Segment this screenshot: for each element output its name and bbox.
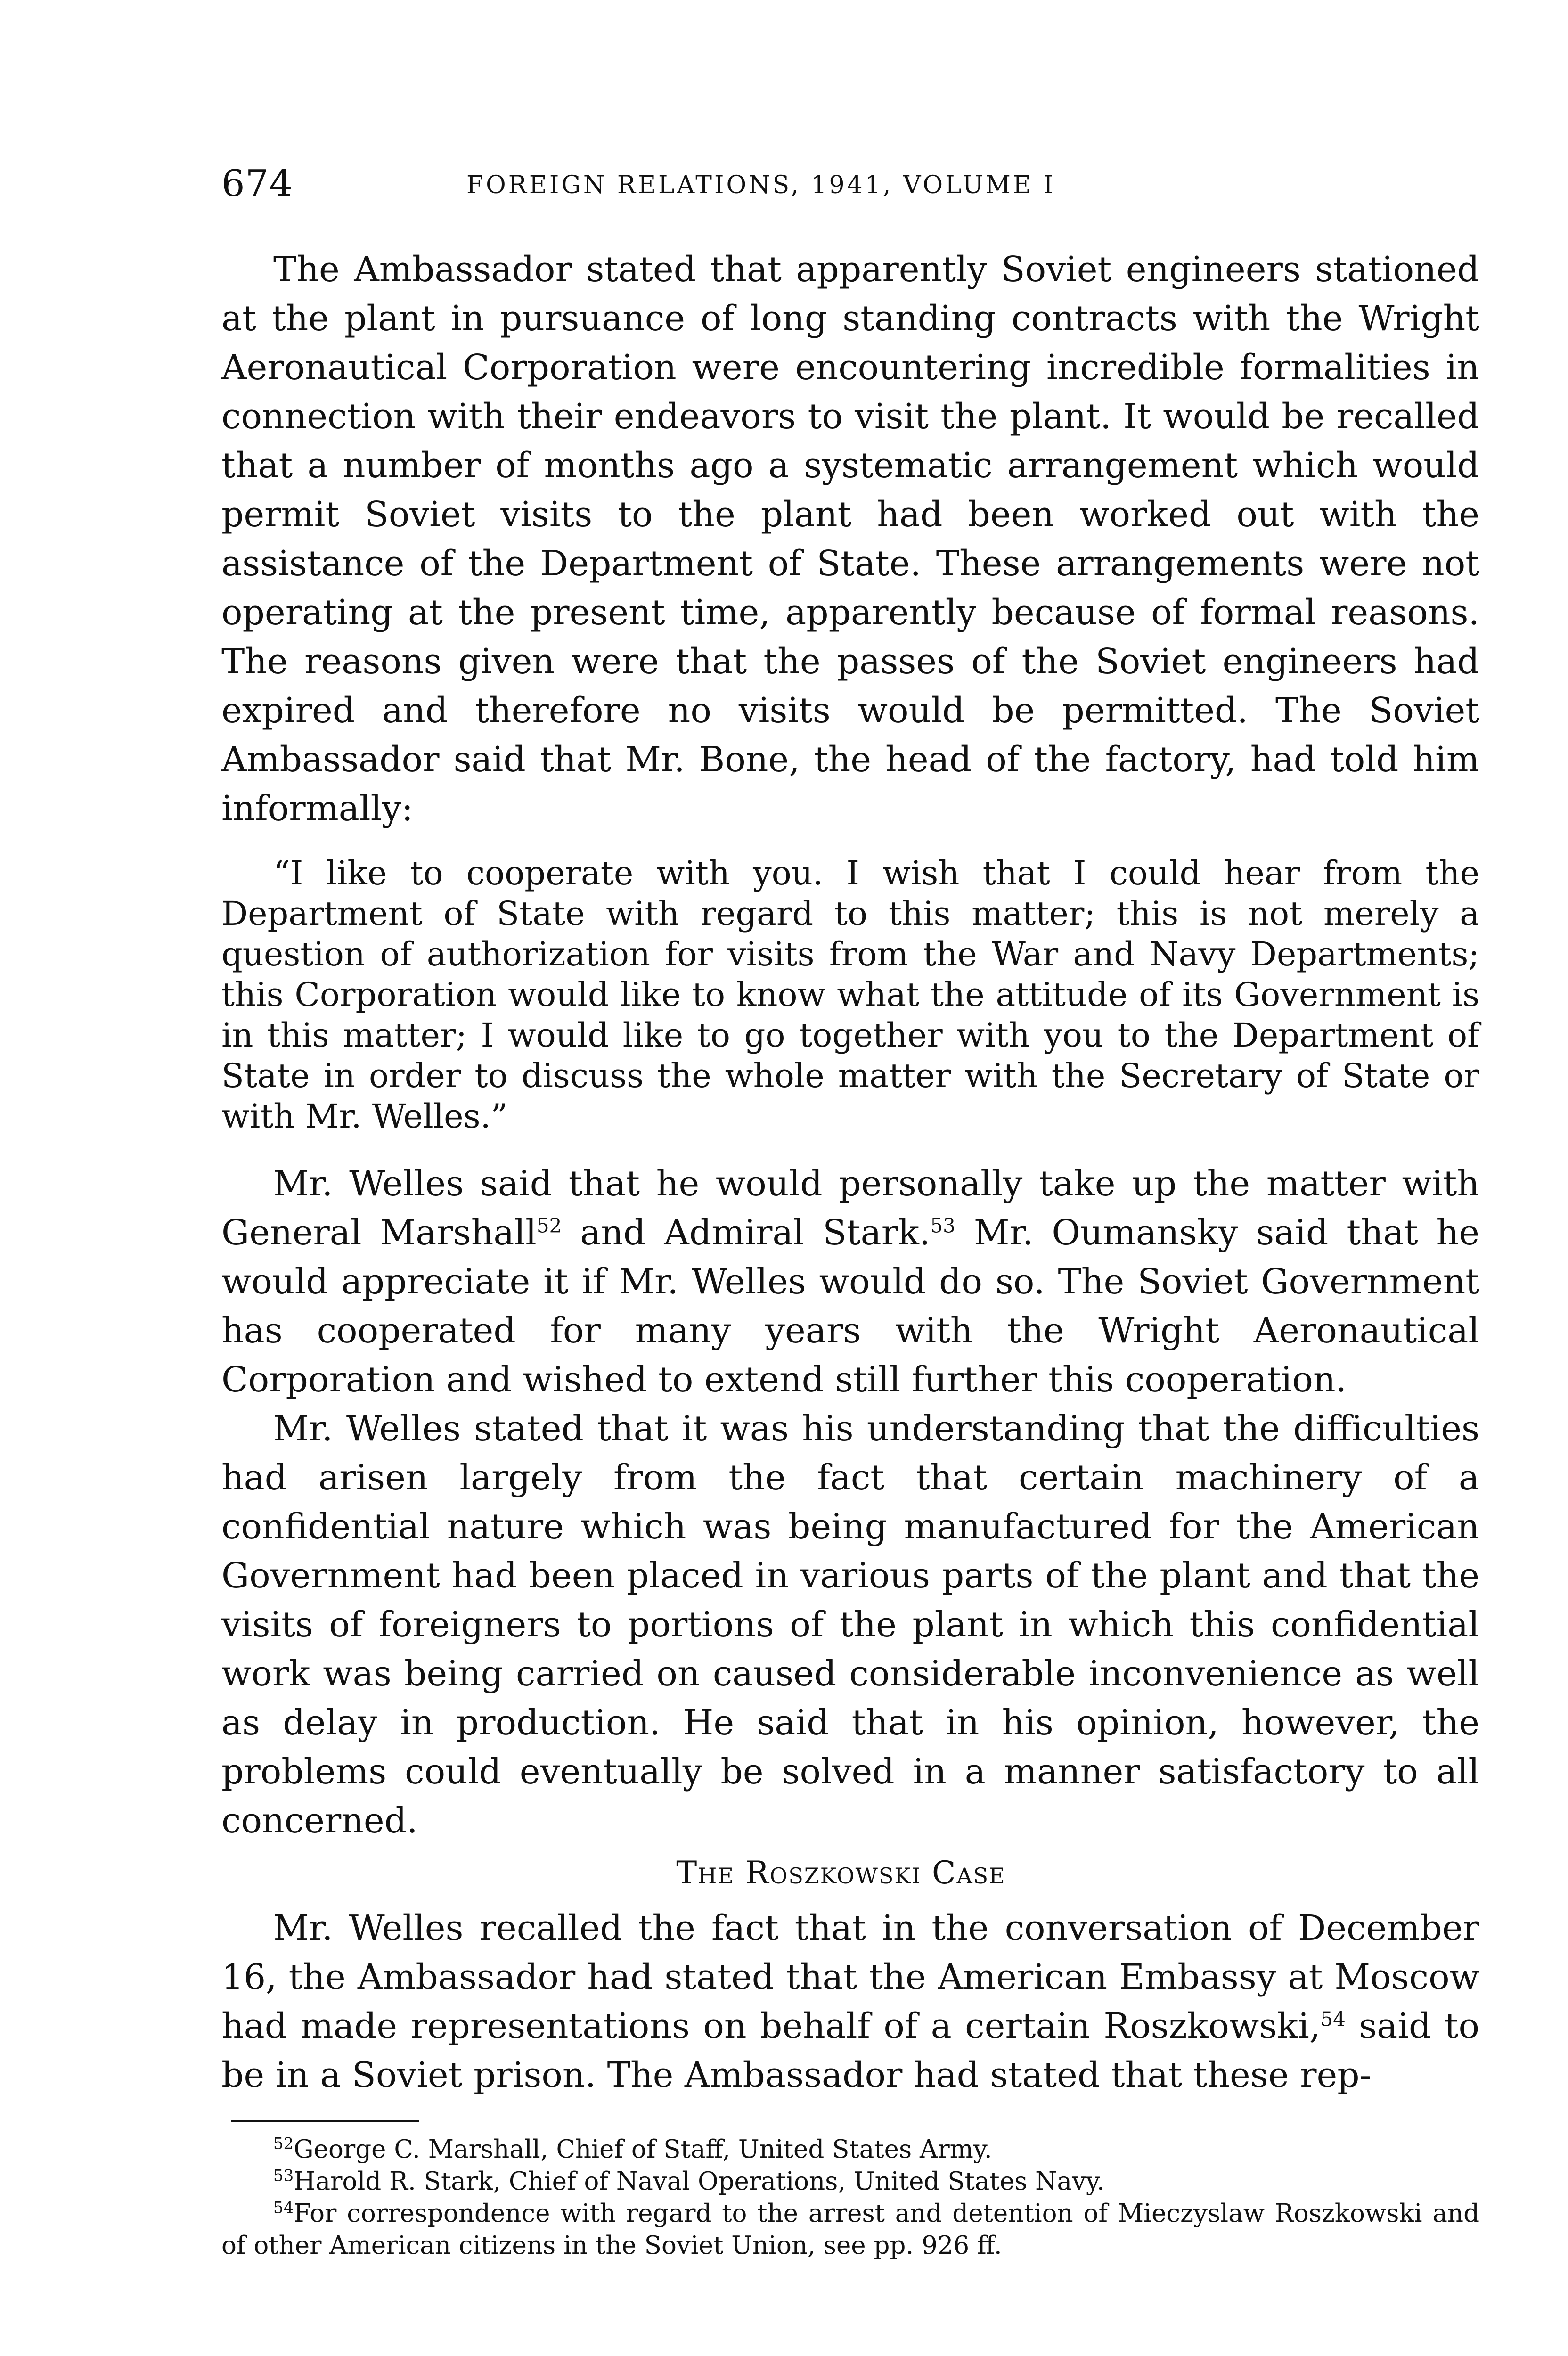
footnote-reference-52[interactable]: 52 xyxy=(536,1214,562,1237)
footnote-number-54: 54 xyxy=(273,2198,294,2217)
footnote-number-52: 52 xyxy=(273,2134,294,2153)
paragraph-ambassador-statement: The Ambassador stated that apparently Soviet engineers stationed at the plant in pursuance of long standing contracts with the Wright Aeronautical Corporation were encountering incredible formalities in connection with their endeavors to visit the plant. It would be recalled that a number of months ago a systematic arrangement which would permit Soviet visits to the plant had been worked out with the assistance of the Department of State. These arrangements were not operating at the present time, apparently because of formal reasons. The reasons given were that the passes of the Soviet engineers had expired and therefore no visits would be permitted. The Soviet Ambassador said that Mr. Bone, the head of the factory, had told him informally: xyxy=(221,249,1479,829)
paragraph-welles-response-text-3: Mr. Oumansky said that he would appreciate it if Mr. Welles would do so. The Soviet Government has cooperated for many years with the Wright Aeronautical Corporation and wished to extend still further this cooperation. xyxy=(221,1212,1480,1400)
footnote-54 xyxy=(221,2198,1479,2262)
footnote-reference-54[interactable]: 54 xyxy=(1320,2007,1346,2031)
paragraph-welles-response-text-1: Mr. Welles said that he would personally take up the matter with General Marshall xyxy=(221,1163,1479,1253)
running-head: FOREIGN RELATIONS, 1941, VOLUME I xyxy=(466,171,1055,199)
paragraph-roszkowski xyxy=(221,1904,1479,2100)
paragraph-welles-understanding: Mr. Welles stated that it was his understanding that the difficulties had arisen largely from the fact that certain machinery of a confidential nature which was being manufactured for the American Government had been placed in various parts of the plant and that the visits of foreigners to portions of the plant in which this confidential work was being carried on caused considerable inconvenience as well as delay in production. He said that in his opinion, however, the problems could eventually be solved in a manner satisfactory to all concerned. xyxy=(221,1408,1479,1841)
paragraph-welles-response-text-2: and Admiral Stark. xyxy=(562,1212,931,1253)
quotation-bone: “I like to cooperate with you. I wish that I could hear from the Department of State with regard to this matter; this is not merely a question of authorization for visits from the War and Navy Departments; this Corporation would like to know what the attitude of its Government is in this matter; I would like to go together with you to the Department of State in order to discuss the whole matter with the Secretary of State or with Mr. Welles.” xyxy=(221,854,1479,1136)
footnote-number-53: 53 xyxy=(273,2166,294,2185)
footnote-52 xyxy=(221,2134,1479,2166)
section-heading-text: The Roszkowski Case xyxy=(676,1855,1006,1891)
page-number: 674 xyxy=(221,163,293,205)
footnote-text-53: Harold R. Stark, Chief of Naval Operations, United States Navy. xyxy=(294,2167,1105,2196)
paragraph-roszkowski-text-1: Mr. Welles recalled the fact that in the conversation of December 16, the Ambassador had stated that the American Embassy at Moscow had made representations on behalf of a certain Roszkowski, xyxy=(221,1908,1479,2046)
footnote-reference-53[interactable]: 53 xyxy=(930,1214,956,1237)
footnote-text-52: George C. Marshall, Chief of Staff, United States Army. xyxy=(294,2135,992,2164)
page-header xyxy=(221,163,1461,205)
section-heading xyxy=(221,1852,1461,1894)
paragraph-roszkowski-text-2: said to be in a Soviet prison. The Ambassador had stated that these rep- xyxy=(221,2006,1479,2095)
paragraph-welles-response xyxy=(221,1159,1479,1404)
footnote-text-54: For correspondence with regard to the arrest and detention of Mieczyslaw Roszkowski and of other American citizens in the Soviet Union, see pp. 926 ff. xyxy=(221,2199,1479,2260)
footnote-separator xyxy=(231,2120,419,2122)
footnote-53 xyxy=(221,2166,1479,2198)
footnotes xyxy=(221,2134,1479,2262)
